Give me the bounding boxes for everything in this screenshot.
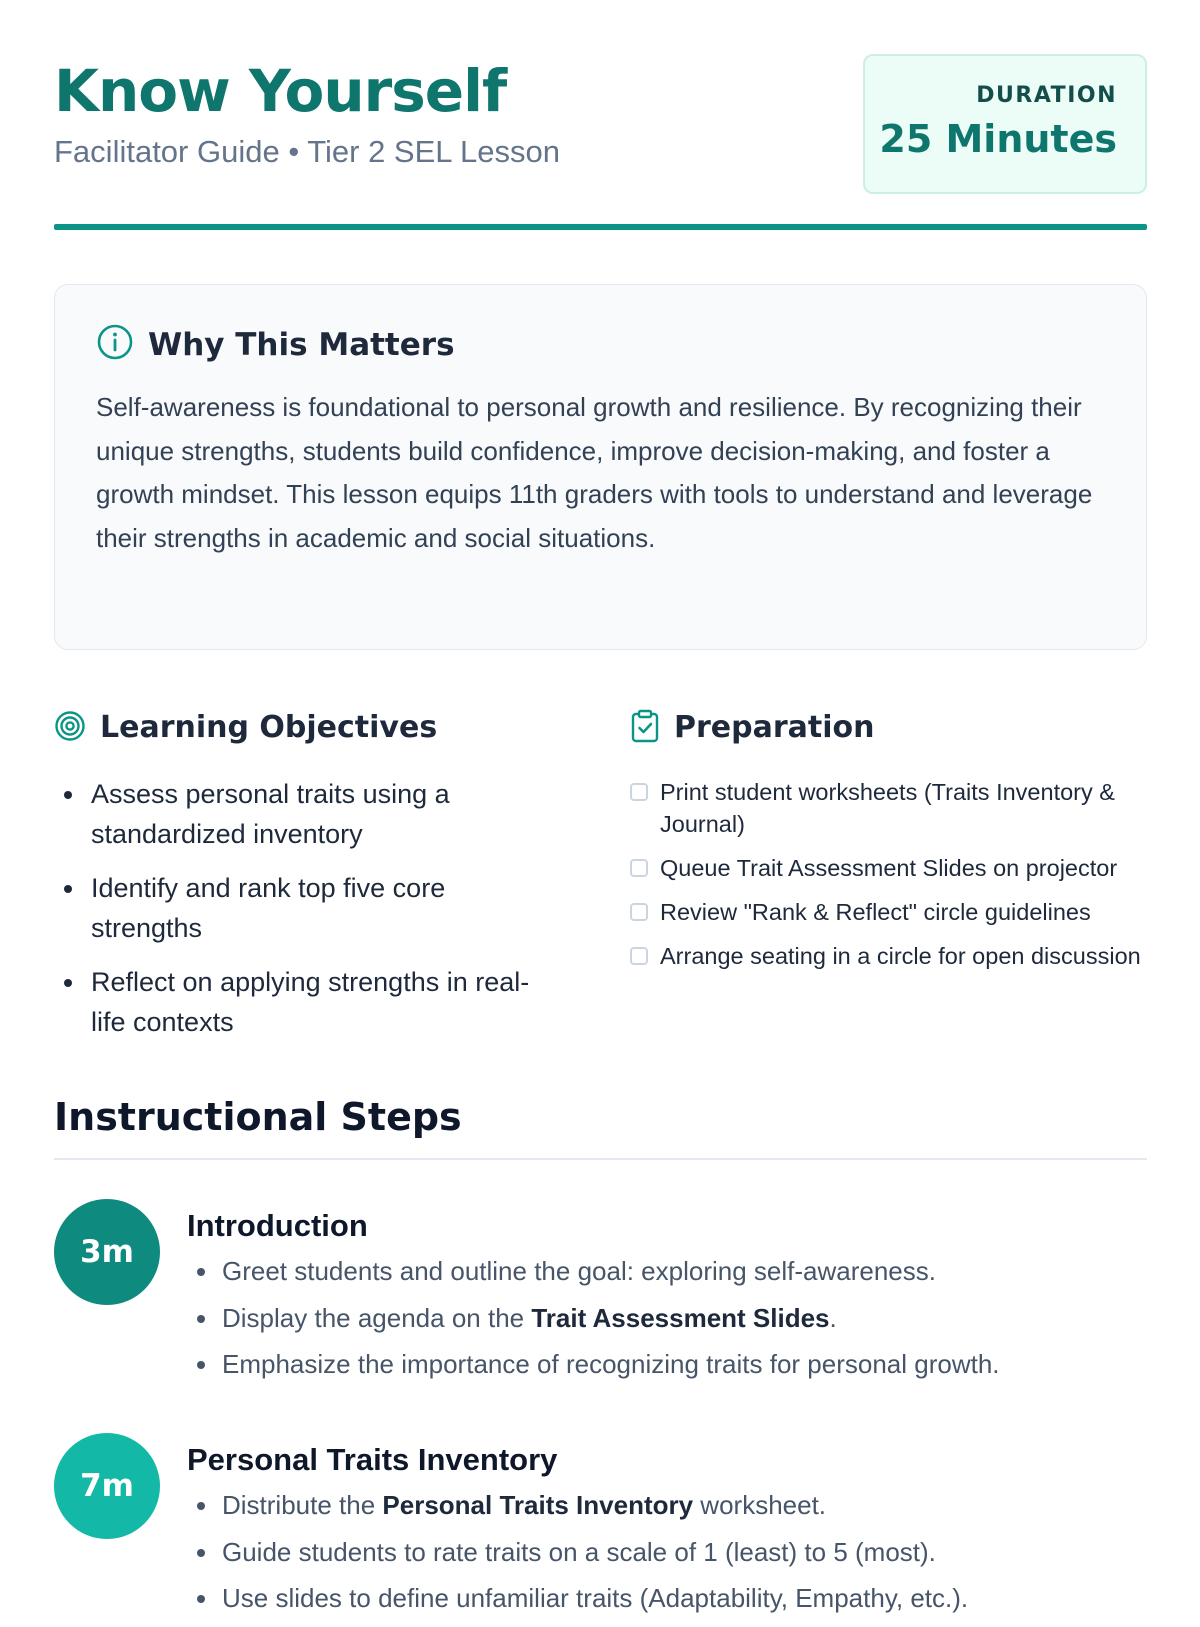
why-this-matters-card (54, 284, 1147, 650)
checklist-item-label: Queue Trait Assessment Slides on projector (660, 855, 1118, 881)
checklist-item (630, 940, 1150, 972)
page-header (54, 54, 1147, 228)
objectives-heading-row (54, 708, 554, 748)
preparation-heading: Preparation (674, 710, 875, 745)
duration-label: DURATION (976, 83, 1117, 108)
checklist-item-label: Print student worksheets (Traits Inventory & Journal) (660, 779, 1115, 837)
step-bullet (220, 1300, 1147, 1336)
checklist-item-label: Arrange seating in a circle for open discussion (660, 943, 1141, 969)
steps-divider (54, 1158, 1147, 1160)
objectives-heading: Learning Objectives (100, 710, 438, 745)
instructional-steps-heading: Instructional Steps (54, 1095, 462, 1139)
checkbox[interactable] (630, 859, 648, 877)
why-body-text: Self-awareness is foundational to personal growth and resilience. By recognizing their unique strengths, students build confidence, improve decision-making, and foster a growth mindset. This lesson equips 11th graders with tools to understand and leverage their strengths in academic and social situations. (96, 392, 1093, 553)
step-bullets (187, 1253, 1147, 1382)
checkbox[interactable] (630, 783, 648, 801)
checkbox[interactable] (630, 947, 648, 965)
step-time-badge: 3m (54, 1199, 160, 1305)
checkbox[interactable] (630, 903, 648, 921)
step-bullet (220, 1253, 1147, 1289)
bold-text: Personal Traits Inventory (382, 1490, 694, 1520)
text-segment: Guide students to rate traits on a scale of 1 (least) to 5 (most). (222, 1536, 936, 1567)
step-bullet (220, 1534, 1147, 1570)
step-title: Introduction (187, 1208, 368, 1243)
text-segment: Use slides to define unfamiliar traits (Adaptability, Empathy, etc.). (222, 1583, 969, 1613)
clipboard-check-icon (630, 709, 660, 748)
bold-text: Trait Assessment Slides (531, 1302, 830, 1333)
why-heading-row (96, 323, 1106, 366)
text-segment: Greet students and outline the goal: exploring self-awareness. (222, 1256, 936, 1286)
duration-badge (863, 54, 1147, 194)
step-bullet (220, 1346, 1147, 1382)
objective-item: • Reflect on applying strengths in real-life contexts (87, 962, 554, 1042)
learning-objectives-section (54, 708, 554, 1056)
text-segment: . (829, 1302, 837, 1333)
target-icon (54, 710, 86, 747)
preparation-checklist (630, 776, 1150, 972)
page-title: Know Yourself (54, 57, 507, 125)
checklist-item (630, 776, 1150, 840)
checklist-item (630, 852, 1150, 884)
step-body (187, 1205, 1147, 1393)
objective-item: • Assess personal traits using a standardized inventory (87, 774, 554, 854)
page-subtitle: Facilitator Guide • Tier 2 SEL Lesson (54, 134, 560, 169)
text-segment: Distribute the (222, 1490, 383, 1520)
checklist-item-label: Review "Rank & Reflect" circle guidelines (660, 899, 1091, 925)
step-bullets (187, 1487, 1147, 1616)
step-bullet (220, 1580, 1147, 1616)
header-divider (54, 224, 1147, 230)
step-title: Personal Traits Inventory (187, 1442, 558, 1477)
objective-item: • Identify and rank top five core strengths (87, 868, 554, 948)
duration-value: 25 Minutes (879, 117, 1117, 161)
step-time-badge: 7m (54, 1433, 160, 1539)
text-segment: worksheet. (693, 1490, 827, 1520)
step-bullet (220, 1487, 1147, 1523)
objectives-list (54, 774, 554, 1042)
preparation-heading-row (630, 708, 1150, 748)
step-body (187, 1439, 1147, 1627)
text-segment: Display the agenda on the (222, 1302, 532, 1333)
text-segment: Emphasize the importance of recognizing traits for personal growth. (222, 1349, 1000, 1379)
why-heading: Why This Matters (148, 326, 455, 363)
checklist-item (630, 896, 1150, 928)
preparation-section (630, 708, 1150, 984)
info-circle-icon (96, 323, 134, 366)
